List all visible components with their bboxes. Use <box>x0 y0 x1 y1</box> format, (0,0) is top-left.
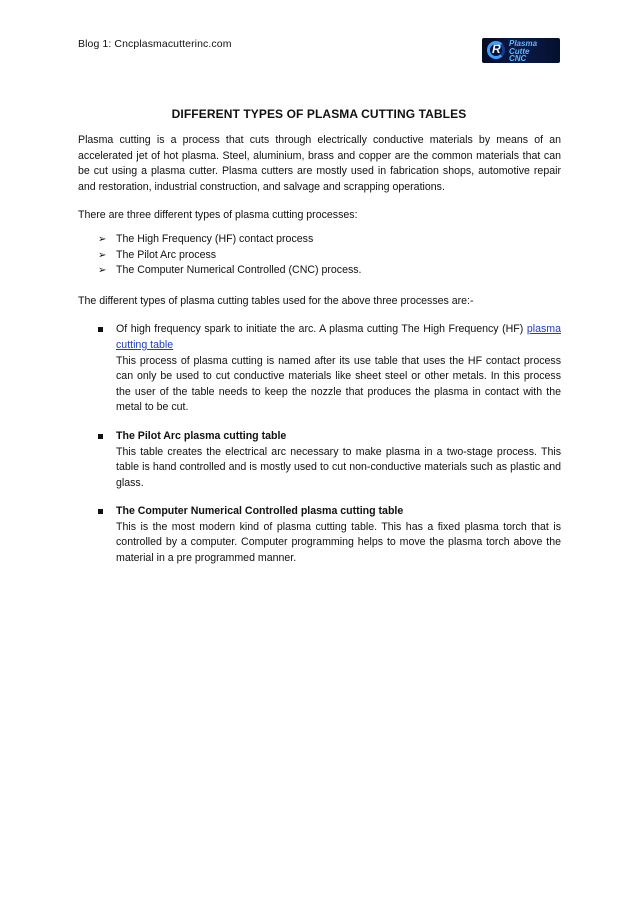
processes-intro: There are three different types of plasma cutting processes: <box>78 209 358 222</box>
tables-list <box>78 322 561 566</box>
table-heading-text: Of high frequency spark to initiate the arc. A plasma cutting The High Frequency (HF) <box>116 323 527 336</box>
logo-line-3: CNC <box>509 54 527 63</box>
page-header: Blog 1: Cncplasmacutterinc.com <box>78 38 232 50</box>
arrow-bullet-icon: ➢ <box>98 249 107 261</box>
plasma-cutting-table-link[interactable]: plasma cutting table <box>116 323 561 351</box>
logo-line-2: Cutte <box>509 46 530 56</box>
company-logo <box>482 38 560 63</box>
list-item <box>78 263 561 279</box>
tables-intro: The different types of plasma cutting tables used for the above three processes are:- <box>78 294 474 307</box>
table-heading: The Computer Numerical Controlled plasma cutting table <box>116 505 404 518</box>
list-item <box>78 232 561 248</box>
logo-mark: R <box>492 42 501 56</box>
list-item <box>78 322 561 416</box>
document-body <box>78 133 561 580</box>
intro-paragraph: Plasma cutting is a process that cuts through electrically conductive materials by means of an accelerated jet of hot plasma. Steel, aluminium, brass and copper are the common materials that can be cut using a plasma cutter. Plasma cutters are mostly used in fabrication shops, automotive repair and restoration, industrial construction, and salvage and scrapping operations. <box>78 134 561 193</box>
process-item-label: The Computer Numerical Controlled (CNC) process. <box>116 264 362 277</box>
list-item <box>78 504 561 566</box>
square-bullet-icon <box>98 434 103 439</box>
table-description: This process of plasma cutting is named after its use table that uses the HF contact process can only be used to cut conductive materials like sheet steel or other metals. In this process the user of the table needs to keep the nozzle that produces the plasma in contact with the metal to be cut. <box>116 354 561 414</box>
list-item <box>78 429 561 491</box>
table-heading: The Pilot Arc plasma cutting table <box>116 429 287 442</box>
list-item <box>78 248 561 264</box>
logo-wordmark <box>509 40 559 63</box>
document-title: DIFFERENT TYPES OF PLASMA CUTTING TABLES <box>171 107 467 121</box>
process-item-label: The High Frequency (HF) contact process <box>116 232 314 245</box>
processes-list <box>78 232 561 279</box>
arrow-bullet-icon: ➢ <box>98 265 107 277</box>
logo-line-1: Plasma <box>509 39 538 48</box>
table-description: This is the most modern kind of plasma cutting table. This has a fixed plasma torch that is controlled by a computer. Computer programming helps to move the plasma torch above the material in a pre programmed manner. <box>116 520 561 565</box>
arrow-bullet-icon: ➢ <box>98 233 107 245</box>
table-description: This table creates the electrical arc necessary to make plasma in a two-stage process. This table is hand controlled and is mostly used to cut non-conductive materials such as plastic and glass. <box>116 445 561 489</box>
square-bullet-icon <box>98 327 103 332</box>
process-item-label: The Pilot Arc process <box>116 248 217 261</box>
square-bullet-icon <box>98 509 103 514</box>
